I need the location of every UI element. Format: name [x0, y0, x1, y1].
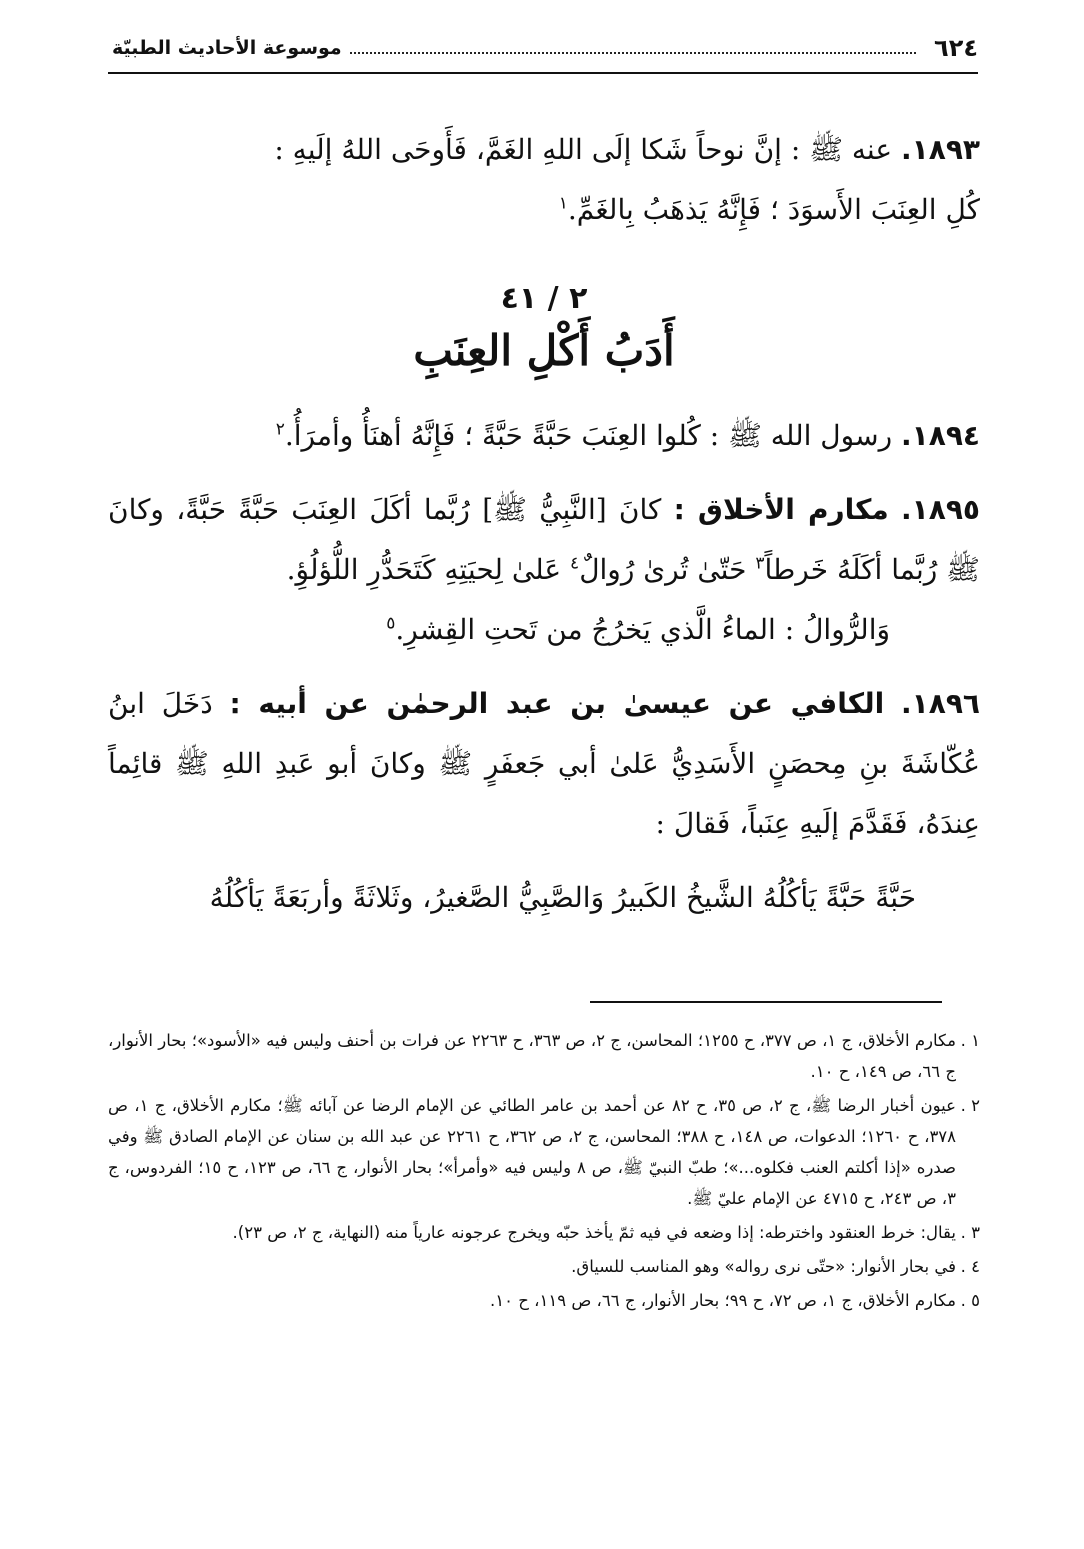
hadith-source: مكارم الأخلاق :	[673, 493, 889, 526]
hadith-gloss: وَالرُّوالُ : الماءُ الَّذي يَخرُجُ من تَحتِ القِشرِ.	[395, 613, 890, 646]
footnote-text: يقال: خرط العنقود واخترطه: إذا وضعه في فيه ثمّ يأخذ حبّه ويخرج عرجونه عارياً منه (النهاية، ج ٢، ص ٢٣).	[232, 1223, 956, 1242]
header-divider	[108, 72, 978, 74]
section-heading	[108, 276, 980, 380]
hadith-text: حَتّىٰ تُرىٰ رُوالٌ	[579, 553, 747, 586]
section-number: ٢ / ٤١	[500, 281, 588, 316]
hadith-number: ١٨٩٣.	[901, 133, 980, 166]
footnote-2	[108, 1090, 980, 1214]
hadith-1896-quote	[108, 868, 980, 928]
footnote-ref[interactable]: ٣	[755, 553, 765, 574]
footnote-1	[108, 1025, 980, 1087]
main-text	[108, 120, 980, 942]
page-number: ٦٢٤	[934, 34, 978, 62]
footnote-divider	[590, 1001, 942, 1003]
hadith-text: كُلِ العِنَبَ الأَسوَدَ ؛ فَإِنَّهُ يَذهَبُ بِالغَمِّ.	[567, 193, 980, 226]
hadith-source: الكافي عن عيسىٰ بن عبد الرحمٰن عن أبيه :	[229, 687, 885, 720]
footnote-5	[108, 1285, 980, 1316]
hadith-1893	[108, 120, 980, 240]
footnote-text: عيون أخبار الرضا ﷺ، ج ٢، ص ٣٥، ح ٨٢ عن أحمد بن عامر الطائي عن الإمام الرضا عن آبائه ﷺ؛ مكارم الأخلاق، ج ١، ص ٣٧٨، ح ١٢٦٠؛ الدعوات، ص ١٤٨، ح ٣٨٨؛ المحاسن، ج ٢، ص ٣٦٢، ح ٢٢٦١ عن عبد الله بن سنان عن الإمام الصادق ﷺ وفي صدره «إذا أكلتم العنب فكلوه...»؛ طبّ النبيّ ﷺ، ص ٨ وليس فيه «وأمرأ»؛ بحار الأنوار، ج ٦٦، ص ١٢٣، ح ١٥؛ الفردوس، ج ٣، ص ٢٤٣، ح ٤٧١٥ عن الإمام عليّ ﷺ.	[108, 1096, 957, 1208]
hadith-number: ١٨٩٦.	[901, 687, 980, 720]
hadith-text: كانَ [النَّبِيُّ ﷺ] رُبَّما أكَلَ العِنَبَ حَبَّةً حَبَّةً، وكانَ ﷺ رُبَّما أكَلَهُ خَرطاً	[108, 493, 980, 586]
footnote-number: ٤ .	[960, 1257, 980, 1276]
hadith-number: ١٨٩٥.	[901, 493, 980, 526]
section-title: أَدَبُ أَكْلِ العِنَبِ	[413, 326, 675, 375]
footnote-ref[interactable]: ٢	[275, 419, 285, 440]
footnote-number: ٥ .	[960, 1291, 980, 1310]
hadith-text: عنه ﷺ : إنَّ نوحاً شَكا إلَى اللهِ الغَمَّ، فَأَوحَى اللهُ إلَيهِ :	[274, 133, 893, 166]
hadith-number: ١٨٩٤.	[901, 419, 980, 452]
hadith-1894	[108, 406, 980, 466]
footnote-number: ١ .	[960, 1031, 980, 1050]
hadith-text: رسول الله ﷺ : كُلوا العِنَبَ حَبَّةً حَبَّةً ؛ فَإِنَّهُ أهنَأُ وأمرَأُ.	[284, 419, 893, 452]
footnote-number: ٣ .	[960, 1223, 980, 1242]
hadith-text: عَلىٰ لِحيَتِهِ كَتَحَدُّرِ اللُّؤلُؤِ.	[286, 553, 562, 586]
hadith-text: حَبَّةً حَبَّةً يَأكُلُهُ الشَّيخُ الكَبيرُ وَالصَّبِيُّ الصَّغيرُ، وثَلاثَةً وأربَعَةً يَأكُلُهُ	[209, 881, 916, 914]
footnote-ref[interactable]: ١	[558, 193, 568, 214]
footnote-ref[interactable]: ٥	[386, 613, 396, 634]
hadith-1895	[108, 480, 980, 660]
hadith-1896	[108, 674, 980, 854]
footnote-ref[interactable]: ٤	[570, 553, 580, 574]
footnotes	[108, 1025, 980, 1319]
footnote-text: في بحار الأنوار: «حتّى نرى رواله» وهو المناسب للسياق.	[571, 1257, 956, 1276]
header-dot-leader	[350, 52, 916, 54]
footnote-text: مكارم الأخلاق، ج ١، ص ٣٧٧، ح ١٢٥٥؛ المحاسن، ج ٢، ص ٣٦٣، ح ٢٢٦٣ عن فرات بن أحنف وليس فيه «الأسود»؛ بحار الأنوار، ج ٦٦، ص ١٤٩، ح ١٠.	[108, 1031, 956, 1081]
running-header	[112, 30, 978, 66]
footnote-4	[108, 1251, 980, 1282]
hadith-text: دَخَلَ ابنُ عُكّاشَةَ بنِ مِحصَنٍ الأَسَدِيُّ عَلىٰ أبي جَعفَرٍ ﷺ وكانَ أبو عَبدِ اللهِ ﷺ قائِماً عِندَهُ، فَقَدَّمَ إلَيهِ عِنَباً، فَقالَ :	[108, 687, 980, 840]
book-title: موسوعة الأحاديث الطبيّة	[112, 37, 342, 59]
footnote-3	[108, 1217, 980, 1248]
footnote-number: ٢ .	[960, 1096, 980, 1115]
footnote-text: مكارم الأخلاق، ج ١، ص ٧٢، ح ٩٩؛ بحار الأنوار، ج ٦٦، ص ١١٩، ح ١٠.	[490, 1291, 956, 1310]
